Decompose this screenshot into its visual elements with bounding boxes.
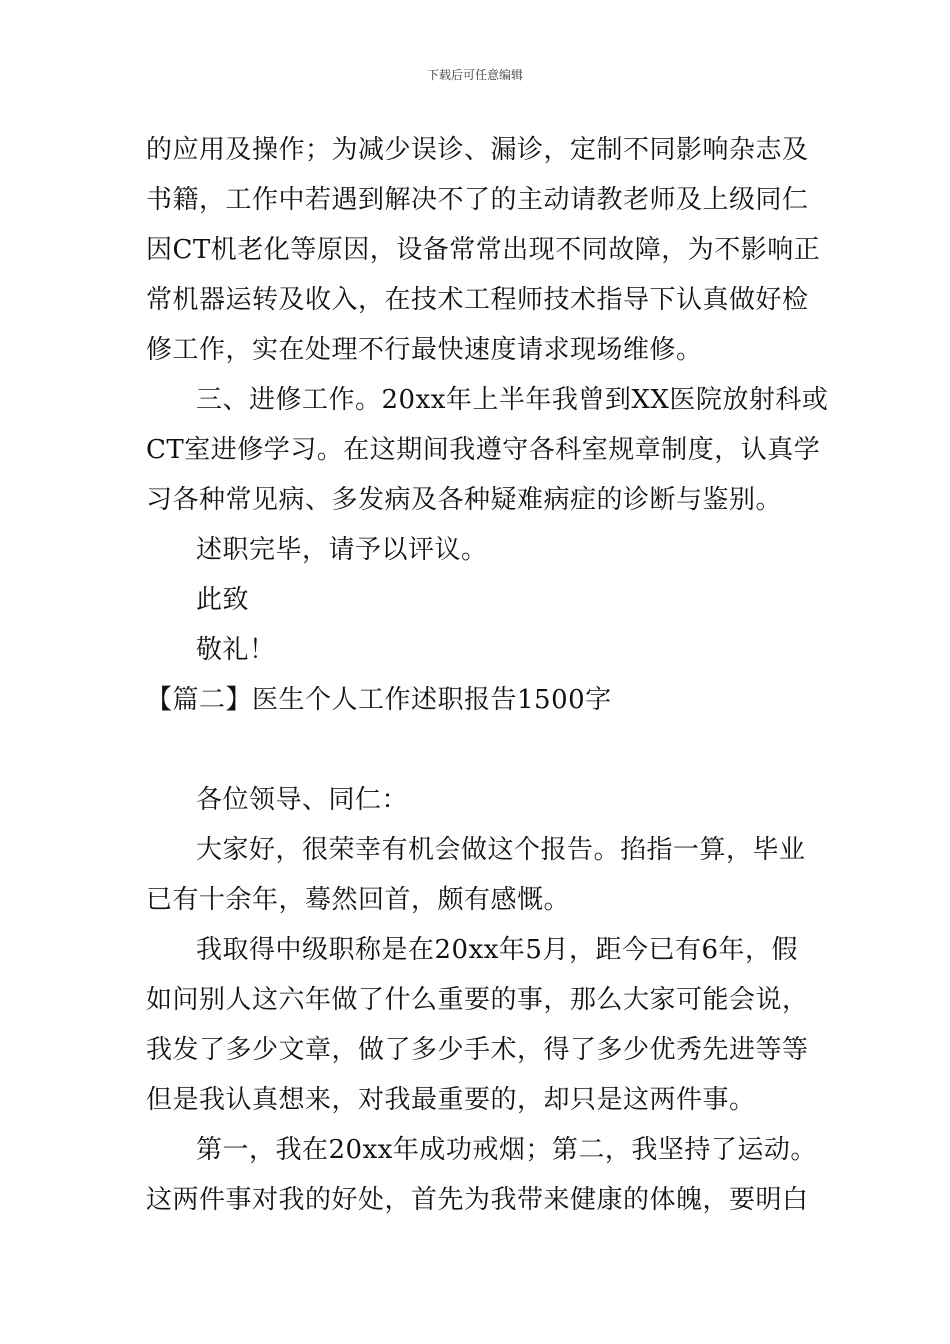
section-heading: 【篇二】医生个人工作述职报告1500字 xyxy=(146,685,612,715)
body-line: 已有十余年，蓦然回首，颇有感慨。 xyxy=(146,885,571,915)
paragraph-start: 第一，我在20xx年成功戒烟；第二，我坚持了运动。 xyxy=(196,1135,817,1165)
closing-salutation: 敬礼！ xyxy=(196,635,276,665)
body-line: 因CT机老化等原因，设备常常出现不同故障，为不影响正 xyxy=(146,235,821,265)
body-line: 但是我认真想来，对我最重要的，却只是这两件事。 xyxy=(146,1085,756,1115)
paragraph-start: 述职完毕，请予以评议。 xyxy=(196,535,488,565)
greeting: 各位领导、同仁： xyxy=(196,785,409,815)
page-header: 下载后可任意编辑 xyxy=(426,68,523,82)
body-line: 书籍，工作中若遇到解决不了的主动请教老师及上级同仁 xyxy=(146,185,809,215)
paragraph-start: 我取得中级职称是在20xx年5月，距今已有6年，假 xyxy=(196,935,798,965)
paragraph-start: 三、进修工作。20xx年上半年我曾到XX医院放射科或 xyxy=(196,385,829,415)
body-line: 这两件事对我的好处，首先为我带来健康的体魄，要明白 xyxy=(146,1185,809,1215)
body-line: 常机器运转及收入，在技术工程师技术指导下认真做好检 xyxy=(146,285,809,315)
body-line: CT室进修学习。在这期间我遵守各科室规章制度，认真学 xyxy=(146,435,821,465)
body-line: 我发了多少文章，做了多少手术，得了多少优秀先进等等 xyxy=(146,1035,809,1065)
paragraph-start: 大家好，很荣幸有机会做这个报告。掐指一算，毕业 xyxy=(196,835,806,865)
body-line: 修工作，实在处理不行最快速度请求现场维修。 xyxy=(146,335,703,365)
body-line: 如问别人这六年做了什么重要的事，那么大家可能会说， xyxy=(146,985,809,1015)
body-line: 习各种常见病、多发病及各种疑难病症的诊断与鉴别。 xyxy=(146,485,783,515)
body-line: 的应用及操作；为减少误诊、漏诊，定制不同影响杂志及 xyxy=(146,135,809,165)
closing-salutation: 此致 xyxy=(196,585,250,615)
